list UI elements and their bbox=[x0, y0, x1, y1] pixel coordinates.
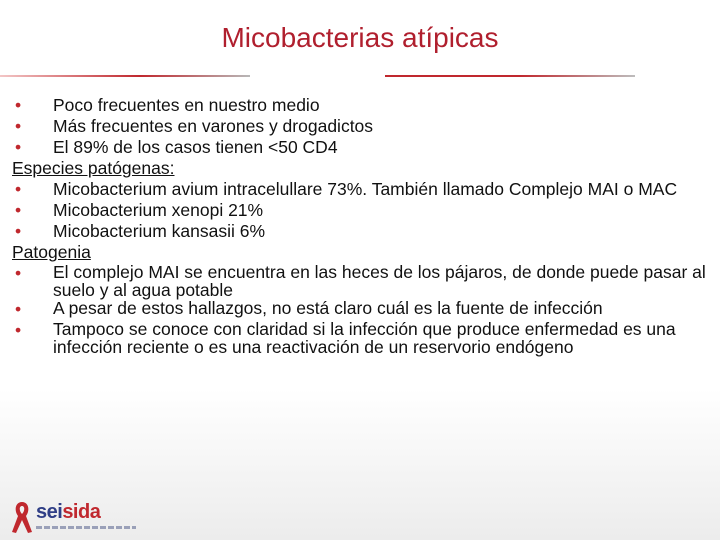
title-rule-left-b bbox=[140, 75, 250, 77]
list-item bbox=[12, 299, 712, 320]
ribbon-icon bbox=[10, 499, 34, 535]
bullet-icon: • bbox=[15, 179, 22, 199]
bullet-icon: • bbox=[15, 200, 22, 220]
bullet-icon: • bbox=[15, 137, 22, 157]
bullet-icon: • bbox=[15, 299, 22, 319]
logo-wordmark: seisida bbox=[36, 501, 101, 523]
slide-title: Micobacterias atípicas bbox=[221, 22, 499, 53]
bullet-text: Micobacterium avium intracelullare 73%. También llamado Complejo MAI o MAC bbox=[53, 179, 678, 199]
list-item bbox=[12, 320, 712, 356]
bullet-icon: • bbox=[15, 95, 22, 115]
bullet-text: A pesar de estos hallazgos, no está claro cuál es la fuente de infección bbox=[53, 298, 603, 318]
list-item bbox=[12, 137, 712, 158]
list-item bbox=[12, 179, 712, 200]
list-item bbox=[12, 221, 712, 242]
logo-tagline-line bbox=[36, 526, 136, 529]
slide-body bbox=[12, 95, 712, 356]
bullet-text: Micobacterium kansasii 6% bbox=[53, 221, 266, 241]
title-rule-right-a bbox=[385, 75, 520, 77]
bullet-text: Más frecuentes en varones y drogadictos bbox=[53, 116, 374, 136]
list-item bbox=[12, 95, 712, 116]
bullet-icon: • bbox=[15, 263, 22, 283]
bullet-icon: • bbox=[15, 116, 22, 136]
list-item bbox=[12, 116, 712, 137]
bullet-text: El 89% de los casos tienen <50 CD4 bbox=[53, 137, 338, 157]
list-item bbox=[12, 263, 712, 299]
seisida-logo bbox=[10, 497, 150, 537]
bullet-icon: • bbox=[15, 320, 22, 340]
title-rule-left-a bbox=[0, 75, 140, 77]
section-heading-pathogenesis: Patogenia bbox=[12, 242, 91, 262]
bullet-text: Poco frecuentes en nuestro medio bbox=[53, 95, 320, 115]
section-heading-species: Especies patógenas: bbox=[12, 158, 175, 178]
bullet-text: Tampoco se conoce con claridad si la infección que produce enfermedad es una infección reciente o es una reactivación de un reservorio endógeno bbox=[53, 319, 676, 357]
bullet-text: Micobacterium xenopi 21% bbox=[53, 200, 264, 220]
bullet-icon: • bbox=[15, 221, 22, 241]
title-rule-right-b bbox=[520, 75, 635, 77]
list-item bbox=[12, 200, 712, 221]
bullet-text: El complejo MAI se encuentra en las heces de los pájaros, de donde puede pasar al suelo y al agua potable bbox=[53, 262, 706, 300]
